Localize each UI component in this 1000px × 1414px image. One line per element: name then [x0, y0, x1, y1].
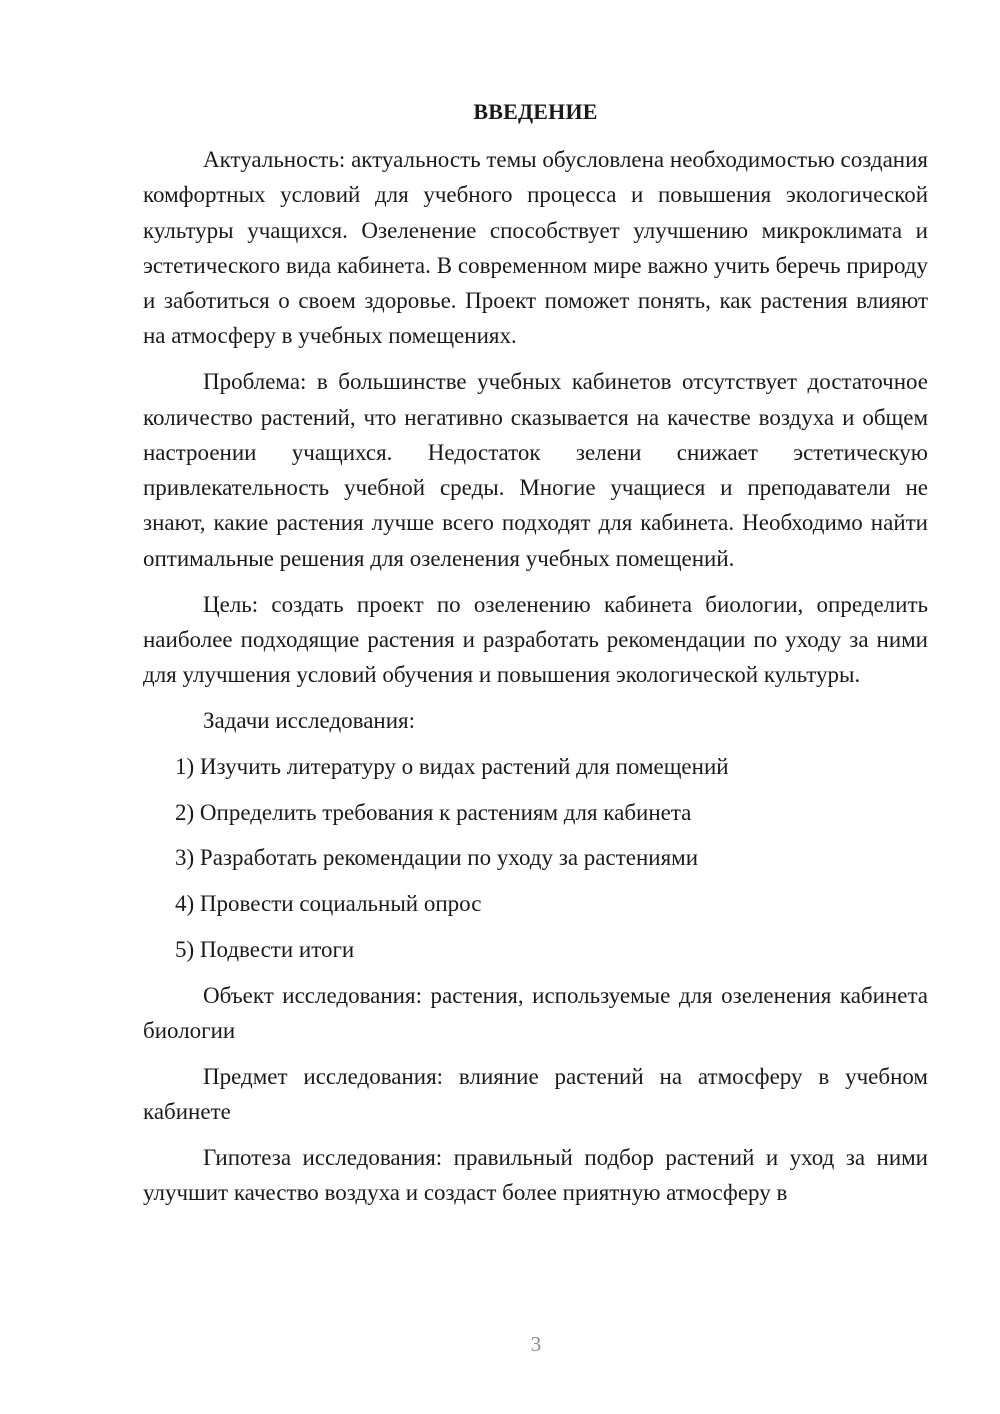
subject-paragraph: Предмет исследования: влияние растений на атмосферу в учебном кабинете — [143, 1063, 928, 1125]
goal-paragraph: Цель: создать проект по озеленению кабинета биологии, определить наиболее подходящие растения и разработать рекомендации по уходу за ними для улучшения условий обучения и повышения экологической культуры. — [143, 591, 928, 688]
list-item: 4) Провести социальный опрос — [175, 891, 482, 917]
page-title: ВВЕДЕНИЕ — [473, 99, 598, 124]
tasks-heading: Задачи исследования: — [203, 707, 416, 733]
hypothesis-paragraph: Гипотеза исследования: правильный подбор растений и уход за ними улучшит качество воздуха и создаст более приятную атмосферу в — [143, 1144, 928, 1206]
list-item: 3) Разработать рекомендации по уходу за растениями — [175, 845, 699, 871]
list-item: 5) Подвести итоги — [175, 936, 355, 962]
document-page — [143, 94, 928, 1221]
page-number: 3 — [530, 1332, 542, 1356]
list-item: 2) Определить требования к растениям для кабинета — [175, 799, 692, 825]
task-list — [143, 749, 928, 967]
problem-paragraph: Проблема: в большинстве учебных кабинетов отсутствует достаточное количество растений, что негативно сказывается на качестве воздуха и общем настроении учащихся. Недостаток зелени снижает эстетическую привлекательность учебной среды. Многие учащиеся и преподаватели не знают, какие растения лучше всего подходят для кабинета. Необходимо найти оптимальные решения для озеленения учебных помещений. — [143, 369, 928, 571]
relevance-paragraph: Актуальность: актуальность темы обусловлена необходимостью создания комфортных условий для учебного процесса и повышения экологической культуры учащихся. Озеленение способствует улучшению микроклимата и эстетического вида кабинета. В современном мире важно учить беречь природу и заботиться о своем здоровье. Проект поможет понять, как растения влияют на атмосферу в учебных помещениях. — [143, 147, 929, 349]
object-paragraph: Объект исследования: растения, используемые для озеленения кабинета биологии — [143, 982, 928, 1044]
list-item: 1) Изучить литературу о видах растений для помещений — [175, 753, 729, 779]
